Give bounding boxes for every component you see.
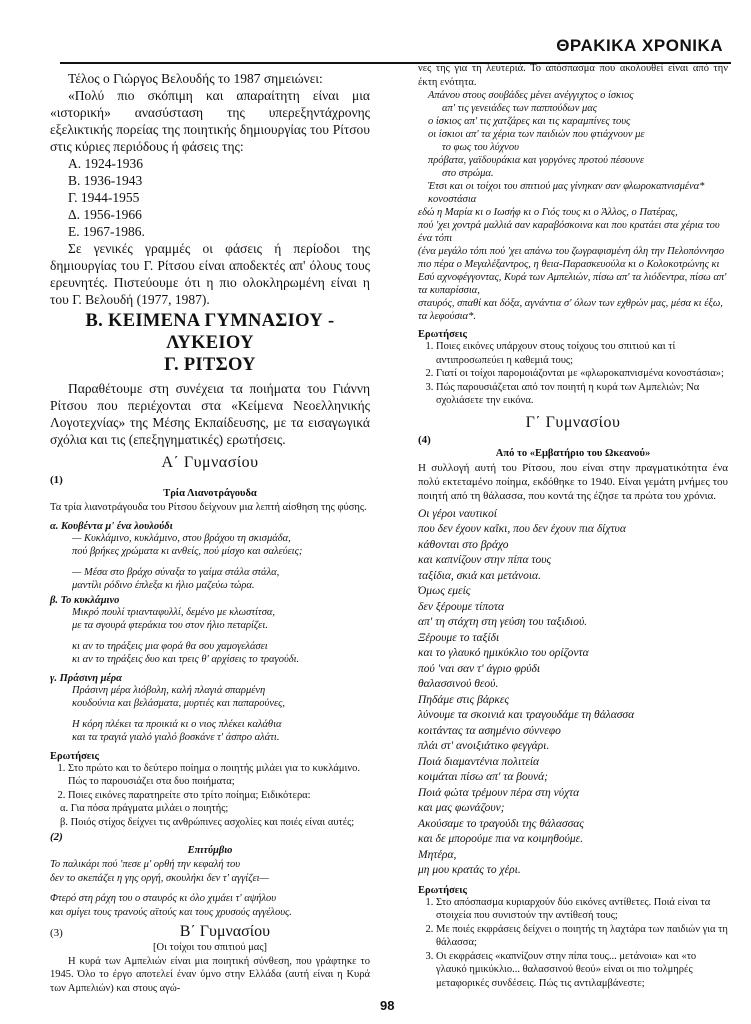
subquestion: β. Ποιός στίχος δείχνει τις ανθρώπινες ασχολίες και ποιές είναι αυτές;: [60, 816, 355, 828]
list-item: Γ. 1944-1955: [68, 190, 140, 205]
verse-line: Ξέρουμε το ταξίδι: [418, 631, 500, 644]
question-item: 1. Στο απόσπασμα κυριαρχούν δύο εικόνες αντίθετες. Ποιά είναι τα στοιχεία που συνιστούν την αντίθεσή τους;: [436, 896, 728, 923]
questions-heading: Ερωτήσεις: [418, 884, 467, 896]
poems-intro-paragraph: Παραθέτουμε στη συνέχεια τα ποιήματα του Γιάννη Ρίτσου που περιέχονται στα «Κείμενα Νεοελληνικής Λογοτεχνίας» της Μέσης Εκπαίδευσης, με τα εισαγωγικά σχόλια και τις (επεξηγηματικές) ερωτήσεις.: [50, 381, 370, 447]
poem-title: Από το «Εμβατήριο του Ωκεανού»: [495, 447, 651, 459]
poem-intro: Τα τρία λιανοτράγουδα του Ρίτσου δείχνουν μια λεπτή αίσθηση της φύσης.: [50, 502, 367, 513]
verse-line: θαλασσινού θεού.: [418, 678, 499, 690]
intro-paragraph: Τέλος ο Γιώργος Βελουδής το 1987 σημειώνει:: [68, 71, 323, 86]
verse-line: κοιμάται πίσω απ' τα βουνά;: [418, 771, 549, 783]
quote-paragraph: «Πολύ πιο σκόπιμη και απαραίτητη είναι μια «ιστορική» ανασύσταση της υπερεξηντάχρονης εξελικτικής πορείας της ποιητικής δημιουργίας του Ρίτσου στις κύριες περιόδους ή φάσεις της:: [50, 88, 370, 154]
verse-line: — Μέσα στο βράχο σύναξα το γαίμα στάλα στάλα,: [72, 566, 280, 578]
questions-list: [418, 896, 728, 991]
verse-line: Ποιά διαμαντένια πολιτεία: [418, 755, 540, 768]
verse-line: — Κυκλάμινο, κυκλάμινο, στου βράχου τη σκισμάδα,: [72, 532, 291, 544]
section-heading-sub: Γ. ΡΙΤΣΟΥ: [164, 355, 256, 375]
verse-line: και καπνίζουν στην πίπα τους: [418, 554, 552, 566]
question-item: 3. Πώς παρουσιάζεται από τον ποιητή η κυρά των Αμπελιών; Να σχολιάσετε την εικόνα.: [436, 381, 728, 408]
verse-line: ο ίσκιος απ' τις χατζάρες και τις καραμπίνες τους: [428, 116, 631, 127]
poem-verse: [50, 684, 370, 745]
poem-verse: [50, 606, 370, 667]
poem-number: (2): [50, 831, 63, 843]
question-item: 3. Οι εκφράσεις «καπνίζουν στην πίπα τους... μετάνοια» και «το γλαυκό ημικύκλιο... θαλασσινού θεού» είναι οι πιο τολμηρές μεταφορικές συνδέσεις. Πώς τις αντιλαμβάνεστε;: [436, 950, 728, 991]
continued-paragraph: νες της για τη λευτεριά. Το απόσπασμα που ακολουθεί είναι από την έκτη ενότητα.: [418, 63, 728, 88]
verse-line: στο στρώμα.: [442, 168, 494, 179]
list-item: Ε. 1967-1986.: [68, 224, 145, 239]
verse-line: και σμίγει τους τρανούς αϊτούς και τους χρυσούς αγγέλους.: [50, 906, 292, 918]
right-column: [418, 62, 728, 990]
verse-line: μαντίλι ρόδινο έπλεξα κι ήλιο μαζεύω τώρα.: [72, 580, 255, 591]
verse-line: Πηδάμε στις βάρκες: [418, 693, 510, 706]
verse-line: οι ίσκιοι απ' τα χέρια των παιδιών που φτιάχνουν με: [428, 129, 645, 140]
verse-line: εδώ η Μαρία κι ο Ιωσήφ κι ο Γιός τους κι ο Άλλος, ο Πατέρας,: [418, 207, 678, 218]
question-item: 2. Ποιες εικόνες παρατηρείτε στο τρίτο ποίημα; Ειδικότερα:: [68, 789, 370, 803]
periods-paragraph: Σε γενικές γραμμές οι φάσεις ή περίοδοι της δημιουργίας του Γ. Ρίτσου είναι αποδεκτές απ' όλους τους ερευνητές. Πιστεύουμε ότι η πιο ολοκληρωμένη είναι η του Γ. Βελουδή (1977, 1987).: [50, 241, 370, 307]
poem-intro: Η συλλογή αυτή του Ρίτσου, που είναι στην πραγματικότητα ένα πολύ εκτεταμένο ποίημα, εκδόθηκε το 1940. Είναι γεμάτη μνήμες του ποιητή από τη θάλασσα, που κοντά της έζησε τα πρώτα του χρόνια.: [418, 461, 728, 502]
verse-line: το φως του λύχνου: [442, 142, 519, 153]
verse-line: δεν ξέρουμε τίποτα: [418, 600, 505, 613]
verse-line: Όμως εμείς: [418, 585, 471, 597]
verse-line: ταξίδια, σκιά και μετάνοια.: [418, 569, 541, 582]
section-b-gymnasium: Β΄ Γυμνασίου: [179, 923, 270, 940]
verse-line: (ένα μεγάλο τόπι πού 'χει απάνω του ζωγραφισμένη όλη την Πελοπόννησο: [418, 246, 725, 257]
verse-line: κοιτάντας τα ασημένιο σύννεφο: [418, 724, 561, 737]
poem-title: [Οι τοίχοι του σπιτιού μας]: [153, 942, 267, 953]
section-b-row: [50, 923, 370, 941]
list-item: Α. 1924-1936: [68, 156, 143, 171]
question-item: 1. Στο πρώτο και το δεύτερο ποίημα ο ποιητής μιλάει για το κυκλάμινο. Πώς το παρουσιάζει στα δυο ποιήματα;: [68, 762, 370, 789]
verse-line: πιο πέρα ο Μεγαλέξαντρος, η θεια-Παρασκευούλα κι ο Κολοκοτρώνης κι Εσύ αχνοφέγγοντας, Κυρά των Αμπελιών, πίσω απ' τα λιόδεντρα, πίσω απ' τα κυπαρίσσια,: [418, 259, 727, 296]
poem-title: Επιτύμβιο: [187, 845, 233, 856]
poem-part-title: β. Το κυκλάμινο: [50, 594, 120, 606]
verse-line: κι αν το τηράξεις μια φορά θα σου χαμογελάσει: [72, 640, 268, 652]
verse-line: Πράσινη μέρα λιόβολη, καλή πλαγιά σπαρμένη: [72, 684, 266, 696]
poem-intro: Η κυρά των Αμπελιών είναι μια ποιητική σύνθεση, που γράφτηκε το 1945. Όλο το έργο αποτελεί έναν ύμνο στην Ελλάδα (αυτή είναι η Κυρά των Αμπελιών) και στους αγώ-: [50, 955, 370, 994]
question-item: 2. Με ποιές εκφράσεις δείχνει ο ποιητής τη λαχτάρα των παιδιών για τη θάλασσα;: [436, 923, 728, 950]
verse-line: και δε μπορούμε πια να κοιμηθούμε.: [418, 833, 584, 845]
verse-line: δεν το σκεπάζει η γης οργή, σκουλήκι δεν τ' αγγίζει—: [50, 872, 269, 884]
verse-line: Απάνου στους σουβάδες μένει ανέγγιχτος ο ίσκιος: [428, 90, 634, 101]
verse-line: Ακούσαμε το τραγούδι της θάλασσας: [418, 817, 584, 830]
poem-part-title: α. Κουβέντα μ' ένα λουλούδι: [50, 520, 173, 532]
verse-line: κι αν το τηράξεις δυο και τρεις θ' αρχίσεις το τραγούδι.: [72, 654, 300, 665]
questions-list: [418, 340, 728, 408]
verse-line: Μικρό πουλί τριανταφυλλί, δεμένο με κλωστίτσα,: [72, 606, 276, 618]
verse-line: σταυρός, σπαθί και δόξα, αγνάντια σ' όλων των εχθρών μας, μέσα κι έξω, τα λεφούσια*.: [418, 298, 723, 322]
verse-line: με τα σγουρά φτεράκια του στον ήλιο πεταρίζει.: [72, 620, 268, 631]
periods-list: [50, 155, 370, 240]
magazine-title: ΘΡΑΚΙΚΑ ΧΡΟΝΙΚΑ: [556, 36, 723, 55]
verse-line: και μας φωνάζουν;: [418, 802, 505, 814]
poem-number: (3): [50, 927, 63, 939]
poem-verse: [418, 89, 728, 180]
list-item: Β. 1936-1943: [68, 173, 143, 188]
section-a-gymnasium: Α΄ Γυμνασίου: [161, 454, 259, 471]
verse-line: Έτσι και οι τοίχοι του σπιτιού μας γίνηκαν σαν φλωροκαπνισμένα* κονοστάσια: [428, 181, 705, 205]
verse-line: και το γλαυκό ημικύκλιο του ορίζοντα: [418, 647, 589, 659]
verse-line: απ' τις γενειάδες των παππούδων μας: [442, 103, 598, 114]
question-item: 1. Ποιες εικόνες υπάρχουν στους τοίχους του σπιτιού και τί αντιπροσωπεύει η καθεμιά τους;: [436, 340, 728, 367]
verse-line: πού βρήκες χρώματα κι ανθείς, πού μίσχο και σαλεύεις;: [72, 546, 303, 557]
verse-line: Το παλικάρι πού 'πεσε μ' ορθή την κεφαλή του: [50, 859, 241, 870]
list-item: Δ. 1956-1966: [68, 207, 142, 222]
poem-verse: [418, 180, 728, 323]
left-column: [50, 70, 370, 995]
verse-line: πού 'ναι σαν τ' άγριο φρύδι: [418, 662, 541, 675]
verse-line: κάθονται στο βράχο: [418, 538, 509, 551]
verse-line: που δεν έχουν καΐκι, που δεν έχουν πια δίχτυα: [418, 523, 626, 535]
verse-line: μη μου κρατάς το χέρι.: [418, 864, 521, 876]
questions-list: [50, 762, 370, 803]
verse-line: και τα τραγιά γιαλό γιαλό βοσκάνε τ' άσπρο αλάτι.: [72, 732, 280, 743]
verse-line: Μητέρα,: [418, 848, 457, 861]
verse-line: πρόβατα, γαϊδουράκια και γοργόνες προτού πέσουνε: [428, 155, 645, 166]
poem-part-title: γ. Πράσινη μέρα: [50, 672, 122, 684]
verse-line: πλάι στ' ανοιξιάτικο φεγγάρι.: [418, 740, 550, 752]
poem-verse: [50, 858, 370, 919]
poem-verse: [50, 532, 370, 593]
verse-line: λύνουμε τα σκοινιά και τραγουδάμε τη θάλασσα: [418, 709, 635, 721]
section-c-gymnasium: Γ΄ Γυμνασίου: [525, 413, 621, 431]
poem-number: (4): [418, 433, 431, 446]
verse-line: Ποιά φώτα τρέμουν πέρα στη νύχτα: [418, 786, 580, 799]
verse-line: απ' τη στάχτη στη γεύση του ταξιδιού.: [418, 616, 588, 628]
poem-title: Τρία Λιανοτράγουδα: [163, 488, 257, 499]
poem-verse: [418, 507, 728, 879]
subquestion: α. Για πόσα πράγματα μιλάει ο ποιητής;: [60, 803, 229, 814]
poem-number: (1): [50, 474, 63, 486]
question-item: 2. Γιατί οι τοίχοι παρομοιάζονται με «φλωροκαπνισμένα κονοστάσια»;: [436, 367, 728, 381]
verse-line: Η κόρη πλέκει τα προικιά κι ο νιος πλέκει καλάθια: [72, 718, 282, 730]
questions-heading: Ερωτήσεις: [418, 329, 467, 340]
verse-line: πού 'χει χοντρά μαλλιά σαν καραβόσκοινα και που κρατάει στα χέρια του ένα τόπι: [418, 220, 720, 244]
questions-heading: Ερωτήσεις: [50, 750, 99, 762]
page-number: 98: [380, 998, 395, 1013]
verse-line: Φτερό στη ράχη του ο σταυρός κι όλο χιμάει τ' αψήλου: [50, 893, 277, 904]
verse-line: κουδούνια και βελάσματα, μυρτιές και παπαρούνες,: [72, 698, 286, 709]
verse-line: Οι γέροι ναυτικοί: [418, 507, 497, 520]
section-heading: Β. ΚΕΙΜΕΝΑ ΓΥΜΝΑΣΙΟΥ - ΛΥΚΕΙΟΥ: [85, 311, 335, 353]
